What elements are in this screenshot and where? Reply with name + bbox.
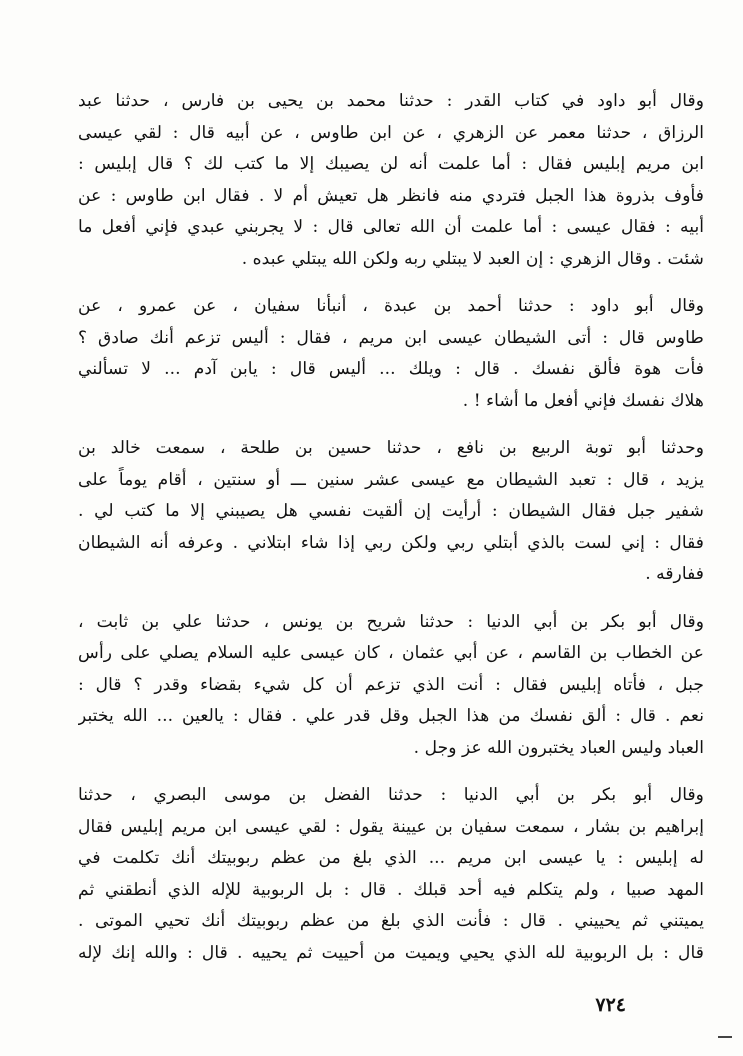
text-line: وقال أبو بكر بن أبي الدنيا : حدثنا الفضل بن موسى البصري ، حدثنا [78, 785, 704, 805]
paragraph-5 [78, 780, 704, 969]
text-line: العباد وليس العباد يختبرون الله عز وجل . [413, 737, 704, 758]
text-line: طاوس قال : أتى الشيطان عيسى ابن مريم ، فقال : أليس تزعم أنك صادق ؟ [78, 327, 704, 348]
paragraph-3 [78, 433, 704, 591]
paragraph-4 [78, 607, 704, 765]
text-line: وقال أبو داود : حدثنا أحمد بن عبدة ، أنبأنا سفيان ، عن عمرو ، عن [78, 296, 704, 316]
text-line: جبل ، فأتاه إبليس فقال : أنت الذي تزعم أن كل شيء بقضاء وقدر ؟ قال : [78, 674, 704, 695]
text-line: وقال أبو بكر بن أبي الدنيا : حدثنا شريح بن يونس ، حدثنا علي بن ثابت ، [78, 611, 704, 632]
text-line: إبراهيم بن بشار ، سمعت سفيان بن عيينة يقول : لقي عيسى ابن مريم إبليس فقال [78, 816, 704, 837]
text-line: وحدثنا أبو توبة الربيع بن نافع ، حدثنا حسين بن طلحة ، سمعت خالد بن [78, 438, 704, 458]
text-line: له إبليس : يا عيسى ابن مريم ... الذي بلغ من عظم ربوبيتك أنك تكلمت في [78, 848, 704, 868]
paragraph-1 [78, 86, 704, 275]
text-line: عن الخطاب بن القاسم ، عن أبي عثمان ، كان عيسى عليه السلام يصلي على رأس [78, 643, 704, 663]
text-line: الرزاق ، حدثنا معمر عن الزهري ، عن ابن طاوس ، عن أبيه قال : لقي عيسى [78, 122, 704, 143]
text-line: فأت هوة فألق نفسك . قال : ويلك ... أليس قال : يابن آدم ... لا تسألني [78, 359, 704, 379]
text-line: المهد صبيا ، ولم يتكلم فيه أحد قبلك . قال : بل الربوبية للإله الذي أنطقني ثم [78, 879, 704, 900]
text-line: قال : بل الربوبية لله الذي يحيي ويميت من أحييت ثم يحييه . قال : والله إنك لإله [78, 942, 704, 963]
text-line: فقال : إني لست بالذي أبتلي ربي ولكن ربي إذا شاء ابتلاني . وعرفه أنه الشيطان [78, 532, 704, 553]
text-line: هلاك نفسك فإني أفعل ما أشاء ! . [462, 390, 704, 411]
paragraph-2 [78, 291, 704, 417]
text-line: نعم . قال : ألق نفسك من هذا الجبل وقل قدر علي . فقال : يالعين ... الله يختبر [78, 706, 704, 726]
main-text [78, 86, 704, 985]
page-edge-mark [718, 1036, 732, 1038]
text-line: يزيد ، قال : تعبد الشيطان مع عيسى عشر سنين ـــ أو سنتين ، أقام يوماً على [78, 469, 704, 490]
text-line: فأوف بذروة هذا الجبل فتردي منه فانظر هل تعيش أم لا . فقال ابن طاوس : عن [78, 185, 704, 206]
text-line: أبيه : فقال عيسى : أما علمت أن الله تعالى قال : لا يجربني عبدي فإني أفعل ما [78, 217, 704, 237]
text-line: ففارقه . [645, 564, 704, 584]
text-line: شفير جبل فقال الشيطان : أرأيت إن ألقيت نفسي هل يصيبني إلا ما كتب لي . [78, 501, 704, 521]
text-line: يميتني ثم يحييني . قال : فأنت الذي بلغ من عظم ربوبيتك أنك تحيي الموتى . [78, 911, 704, 931]
page-number: ٧٢٤ [595, 994, 626, 1016]
text-line: شئت . وقال الزهري : إن العبد لا يبتلي ربه ولكن الله يبتلي عبده . [241, 248, 704, 269]
text-line: ابن مريم إبليس فقال : أما علمت أنه لن يصيبك إلا ما كتب لك ؟ قال إبليس : [78, 154, 704, 174]
text-line: وقال أبو داود في كتاب القدر : حدثنا محمد بن يحيى بن فارس ، حدثنا عبد [78, 91, 704, 111]
